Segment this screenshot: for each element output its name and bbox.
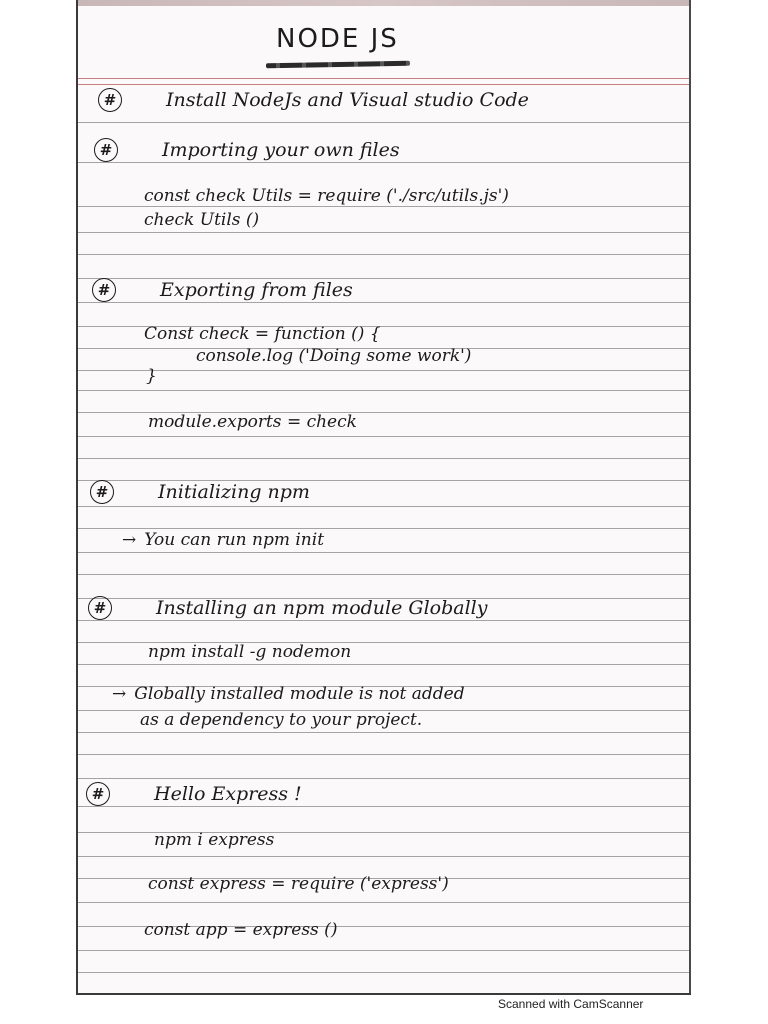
ruled-line (78, 806, 689, 807)
ruled-line (78, 754, 689, 755)
note-line: as a dependency to your project. (140, 710, 423, 730)
note-text: You can run npm init (144, 530, 325, 550)
arrow-right-icon: → (112, 684, 127, 704)
hash-circle-icon: # (88, 596, 112, 620)
ruled-line (78, 664, 689, 665)
ruled-line (78, 302, 689, 303)
code-line: const check Utils = require ('./src/utils.js') (144, 186, 509, 206)
ruled-line (78, 732, 689, 733)
ruled-line (78, 574, 689, 575)
note-line (122, 530, 324, 550)
heading-installing-globally: Installing an npm module Globally (156, 597, 488, 619)
hash-circle-icon: # (86, 782, 110, 806)
arrow-right-icon: → (122, 530, 137, 550)
ruled-line (78, 856, 689, 857)
section-heading (88, 596, 487, 620)
section-heading (90, 480, 310, 504)
ruled-line (78, 528, 689, 529)
ruled-line (78, 84, 689, 85)
hash-circle-icon: # (90, 480, 114, 504)
code-line: module.exports = check (148, 412, 357, 432)
ruled-line (78, 78, 689, 79)
ruled-line (78, 370, 689, 371)
code-line: npm install -g nodemon (148, 642, 352, 662)
ruled-line (78, 390, 689, 391)
section-heading (98, 88, 529, 112)
ruled-line (78, 506, 689, 507)
hash-circle-icon: # (94, 138, 118, 162)
ruled-line (78, 972, 689, 973)
hash-circle-icon: # (92, 278, 116, 302)
ruled-line (78, 552, 689, 553)
note-line (112, 684, 465, 704)
section-heading (92, 278, 353, 302)
code-line: } (146, 366, 157, 386)
code-line: const app = express () (144, 920, 338, 940)
ruled-line (78, 436, 689, 437)
section-heading (86, 782, 302, 806)
code-line: const express = require ('express') (148, 874, 449, 894)
ruled-line (78, 122, 689, 123)
note-text: Globally installed module is not added (134, 684, 465, 704)
ruled-line (78, 902, 689, 903)
code-line: npm i express (154, 830, 275, 850)
heading-exporting: Exporting from files (160, 279, 353, 301)
ruled-line (78, 620, 689, 621)
heading-install: Install NodeJs and Visual studio Code (166, 89, 529, 111)
code-line: check Utils () (144, 210, 260, 230)
notebook-page (76, 0, 691, 993)
heading-hello-express: Hello Express ! (154, 783, 302, 805)
heading-importing: Importing your own files (162, 139, 400, 161)
ruled-line (78, 232, 689, 233)
ruled-line (78, 950, 689, 951)
page-title: NODE JS (276, 24, 399, 54)
ruled-line (78, 206, 689, 207)
ruled-line (78, 162, 689, 163)
title-underline (266, 61, 410, 69)
ruled-line (78, 254, 689, 255)
scanner-watermark: Scanned with CamScanner (498, 997, 644, 1011)
code-line: Const check = function () { (144, 324, 381, 344)
heading-initializing: Initializing npm (158, 481, 310, 503)
page-bottom-edge (76, 993, 691, 995)
hash-circle-icon: # (98, 88, 122, 112)
section-heading (94, 138, 400, 162)
ruled-line (78, 778, 689, 779)
ruled-line (78, 458, 689, 459)
code-line: console.log ('Doing some work') (196, 346, 472, 366)
page-top-edge (78, 0, 689, 6)
